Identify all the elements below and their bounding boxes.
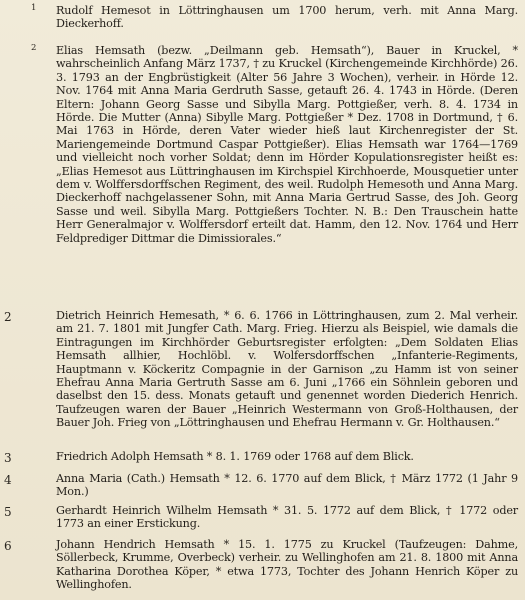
entry-number: 4 (4, 473, 12, 487)
entry-number: 1 (31, 3, 37, 13)
entry-text: Gerhardt Heinrich Wilhelm Hemsath * 31. 5. 1772 auf dem Blick, † 1772 oder 1773 an einer Erstickung. (56, 504, 518, 531)
entry-text: Dietrich Heinrich Hemesath, * 6. 6. 1766 in Löttringhausen, zum 2. Mal verheir. am 21. 7. 1801 mit Jungfer Cath. Marg. Frieg. Hierzu als Beispiel, wie damals die Eintragungen im Kirchhörder Geburtsregister erfolgten: „Dem Soldaten Elias Hemsath allhier, Hochlöbl. v. Wolfersdorffschen „Infanterie-Regiments, Hauptmann v. Köckeritz Compagnie in der Garnison „zu Hamm ist von seiner Ehefrau Anna Maria Gertruth Sasse am 6. Juni „1766 ein Söhnlein geboren und daselbst den 15. dess. Monats getauft und genennet worden Diederich Henrich. Taufzeugen waren der Bauer „Heinrich Westermann von Groß-Holthausen, der Bauer Joh. Frieg von „Löttringhausen und Ehefrau Hermann v. Gr. Holthausen.“ (56, 309, 518, 430)
entry-text: Anna Maria (Cath.) Hemsath * 12. 6. 1770 auf dem Blick, † März 1772 (1 Jahr 9 Mon.) (56, 472, 518, 499)
entry-number: 6 (4, 539, 12, 553)
entry-number: 2 (31, 43, 37, 53)
entry-number: 2 (4, 310, 12, 324)
entry-text: Johann Hendrich Hemsath * 15. 1. 1775 zu Kruckel (Taufzeugen: Dahme, Söllerbeck, Krumme, Overbeck) verheir. zu Wellinghofen am 21. 8. 1800 mit Anna Katharina Dorothea Köper, * etwa 1773, Tochter des Johann Henrich Köper zu Wellinghofen. (56, 538, 518, 592)
entry-number: 5 (4, 505, 12, 519)
entry-text: Rudolf Hemesot in Löttringhausen um 1700 herum, verh. mit Anna Marg. Dieckerhoff. (56, 4, 518, 31)
entry-number: 3 (4, 451, 12, 465)
entry-text: Elias Hemsath (bezw. „Deilmann geb. Hemsath“), Bauer in Kruckel, * wahrscheinlich Anfang März 1737, † zu Kruckel (Kirchengemeinde Kirchhörde) 26. 3. 1793 an der Engbrüstigkeit (Alter 56 Jahre 3 Wochen), verheir. in Hörde 12. Nov. 1764 mit Anna Maria Gerdruth Sasse, getauft 26. 4. 1743 in Hörde. (Deren Eltern: Johann Georg Sasse und Sibylla Marg. Pottgießer, verh. 8. 4. 1734 in Hörde. Die Mutter (Anna) Sibylle Marg. Pottgießer * Dez. 1708 in Dortmund, † 6. Mai 1763 in Hörde, deren Vater wieder hieß laut Kirchenregister der St. Mariengemeinde Dortmund Caspar Pottgießer). Elias Hemsath war 1764—1769 und vielleicht noch vorher Soldat; denn im Hörder Kopulationsregister heißt es: „Elias Hemesot aus Lüttringhausen im Kirchspiel Kirchhoerde, Mousquetier unter dem v. Wolffersdorffschen Regiment, des weil. Rudolph Hemesoth und Anna Marg. Dieckerhoff nachgelassener Sohn, mit Anna Maria Gertrud Sasse, des Joh. Georg Sasse und weil. Sibylla Marg. Pottgießers Tochter. N. B.: Den Trauschein hatte Herr Generalmajor v. Wolffersdorf erteilt dat. Hamm, den 12. Nov. 1764 und Herr Feldprediger Dittmar die Dimissiorales.“ (56, 44, 518, 245)
entry-text: Friedrich Adolph Hemsath * 8. 1. 1769 oder 1768 auf dem Blick. (56, 450, 414, 463)
